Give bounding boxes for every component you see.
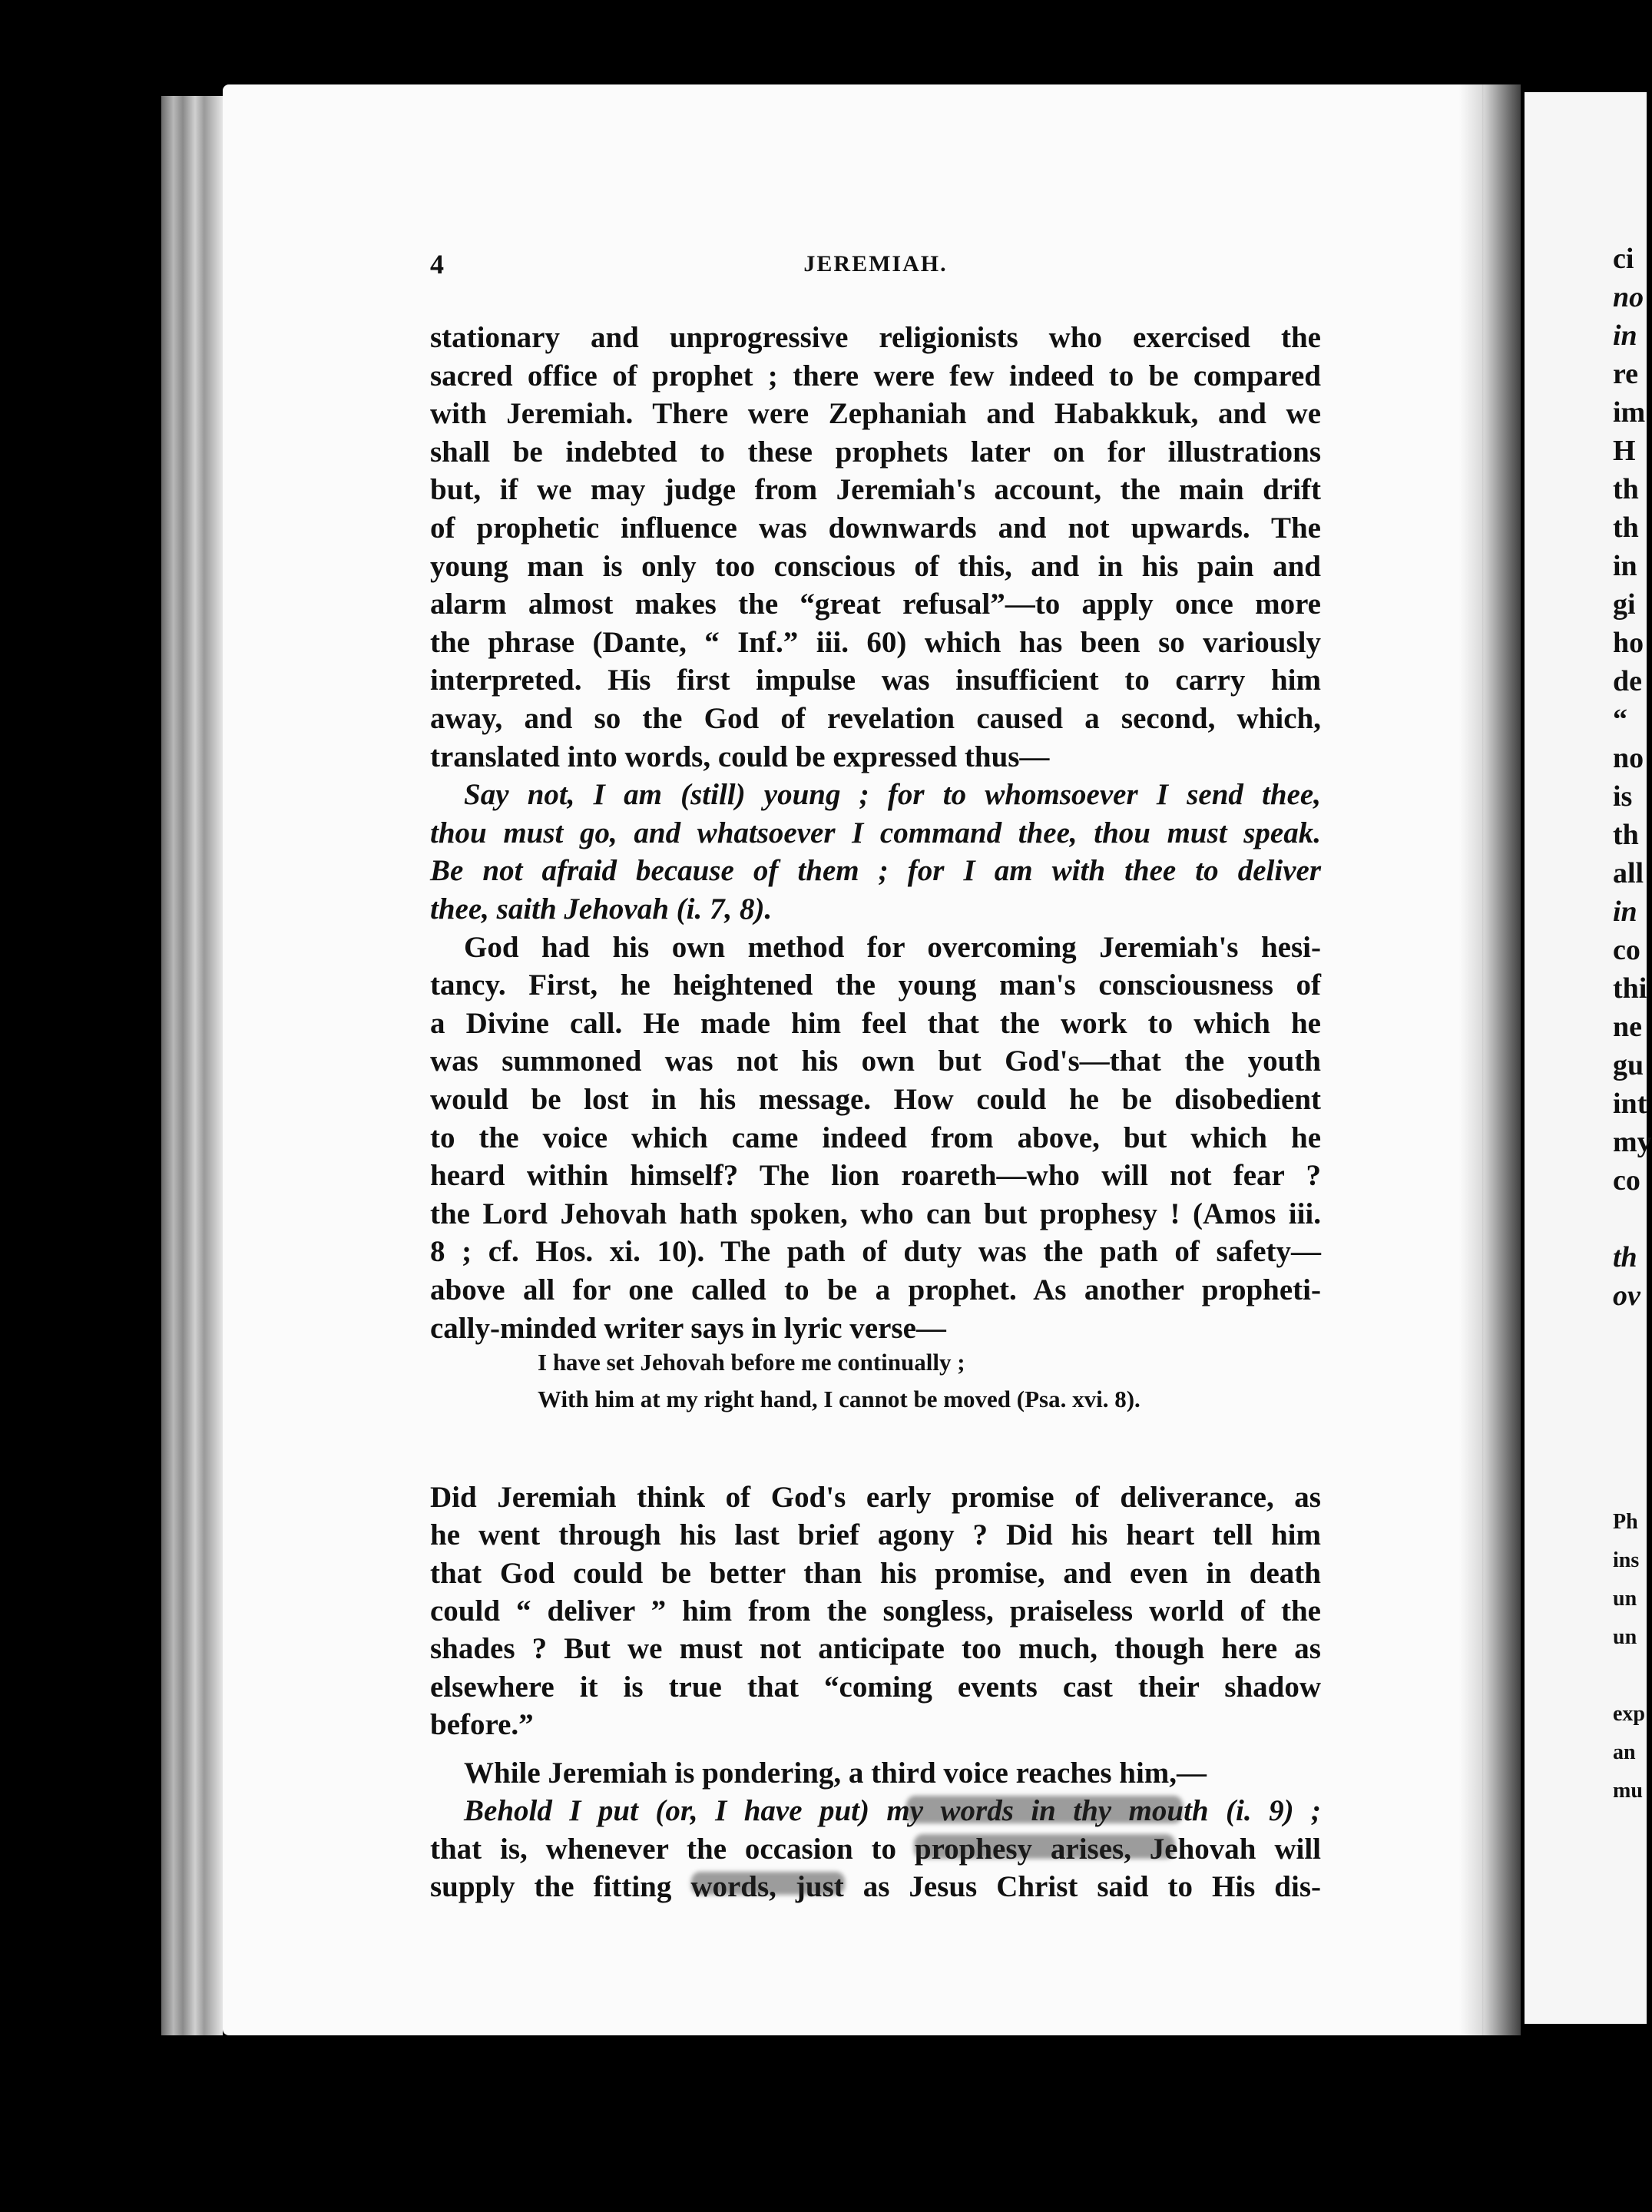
page-header xyxy=(430,251,1321,282)
text-line: with Jeremiah. There were Zephaniah and Habakkuk, and we xyxy=(430,397,1321,430)
gutter-shadow xyxy=(1459,84,1521,2035)
facing-page-fragment: in xyxy=(1613,550,1637,582)
facing-page-fragment: “ xyxy=(1613,704,1627,736)
facing-page-fragment: ne xyxy=(1613,1011,1642,1043)
running-head: JEREMIAH. xyxy=(803,251,948,276)
text-line: Behold I put (or, I have put) my words in thy mouth (i. 9) ; xyxy=(464,1794,1321,1827)
text-line: sacred office of prophet ; there were few indeed to be compared xyxy=(430,359,1321,392)
facing-page-fragment: my xyxy=(1613,1126,1652,1158)
text-line: would be lost in his message. How could he be disobedient xyxy=(430,1083,1321,1116)
facing-page-fragment: an xyxy=(1613,1740,1636,1764)
text-line: could “ deliver ” him from the songless, praiseless world of the xyxy=(430,1594,1321,1628)
text-line: Say not, I am (still) young ; for to whomsoever I send thee, xyxy=(464,778,1321,811)
facing-page-fragment: no xyxy=(1613,742,1644,774)
text-line: stationary and unprogressive religionists who exercised the xyxy=(430,321,1321,354)
facing-page-fragment: Ph xyxy=(1613,1510,1638,1534)
text-line: tancy. First, he heightened the young man's consciousness of xyxy=(430,969,1321,1002)
text-line: but, if we may judge from Jeremiah's account, the main drift xyxy=(430,473,1321,506)
text-line: heard within himself? The lion roareth—who will not fear ? xyxy=(430,1159,1321,1192)
text-line: to the voice which came indeed from above, but which he xyxy=(430,1121,1321,1154)
text-line: a Divine call. He made him feel that the work to which he xyxy=(430,1007,1321,1040)
facing-page xyxy=(1525,92,1652,2024)
text-line: supply the fitting words, just as Jesus Christ said to His dis- xyxy=(430,1870,1321,1903)
facing-page-fragment: co xyxy=(1613,934,1640,966)
ink-smudge xyxy=(914,1834,1175,1859)
text-line: cally-minded writer says in lyric verse— xyxy=(430,1312,946,1345)
text-line: before.” xyxy=(430,1708,534,1741)
text-line: thee, saith Jehovah (i. 7, 8). xyxy=(430,892,773,926)
text-line: 8 ; cf. Hos. xi. 10). The path of duty was the path of safety— xyxy=(430,1235,1321,1268)
facing-page-fragment: in xyxy=(1613,320,1637,352)
text-line: elsewhere it is true that “coming events cast their shadow xyxy=(430,1671,1321,1704)
facing-page-fragment: ci xyxy=(1613,243,1634,275)
facing-page-fragment: mu xyxy=(1613,1779,1643,1803)
facing-page-fragment: all xyxy=(1613,857,1644,889)
facing-page-fragment: th xyxy=(1613,473,1639,505)
facing-page-fragment: no xyxy=(1613,281,1644,313)
facing-page-fragment: is xyxy=(1613,780,1633,813)
facing-page-fragment: thi xyxy=(1613,972,1647,1005)
text-line: that God could be better than his promise, and even in death xyxy=(430,1557,1321,1590)
text-line: away, and so the God of revelation caused a second, which, xyxy=(430,702,1321,735)
facing-page-fragment: th xyxy=(1613,1241,1637,1273)
ink-smudge xyxy=(906,1796,1183,1823)
verse-line: With him at my right hand, I cannot be moved (Psa. xvi. 8). xyxy=(538,1386,1141,1412)
facing-page-fragment: un xyxy=(1613,1587,1637,1611)
facing-page-fragment: de xyxy=(1613,665,1642,697)
facing-page-fragment: ov xyxy=(1613,1280,1640,1312)
text-line: shall be indebted to these prophets later on for illustrations xyxy=(430,435,1321,469)
text-line: interpreted. His first impulse was insufficient to carry him xyxy=(430,664,1321,697)
facing-page-fragment: ho xyxy=(1613,627,1644,659)
facing-page-fragment: th xyxy=(1613,512,1639,544)
text-line: he went through his last brief agony ? Did his heart tell him xyxy=(430,1518,1321,1551)
text-line: young man is only too conscious of this, and in his pain and xyxy=(430,550,1321,583)
facing-page-fragment: un xyxy=(1613,1625,1637,1649)
text-line: thou must go, and whatsoever I command thee, thou must speak. xyxy=(430,816,1321,849)
text-line: was summoned was not his own but God's—that the youth xyxy=(430,1045,1321,1078)
text-line: While Jeremiah is pondering, a third voice reaches him,— xyxy=(464,1757,1207,1790)
text-line: Be not afraid because of them ; for I am with thee to deliver xyxy=(430,854,1321,887)
facing-page-fragment: gi xyxy=(1613,588,1636,621)
facing-page-fragment: in xyxy=(1613,896,1637,928)
facing-page-fragment: int xyxy=(1613,1088,1647,1120)
book-page-edge xyxy=(161,96,223,2035)
text-line: the Lord Jehovah hath spoken, who can but prophesy ! (Amos iii. xyxy=(430,1197,1321,1230)
text-line: translated into words, could be expressed thus— xyxy=(430,740,1050,773)
facing-page-fragment: co xyxy=(1613,1164,1640,1197)
facing-page-fragment: im xyxy=(1613,396,1646,429)
facing-page-fragment: ins xyxy=(1613,1548,1640,1572)
facing-page-fragment: th xyxy=(1613,819,1639,851)
facing-page-fragment: H xyxy=(1613,435,1636,467)
facing-page-fragment: gu xyxy=(1613,1049,1644,1081)
text-line: shades ? But we must not anticipate too much, though here as xyxy=(430,1632,1321,1665)
text-line: that is, whenever the occasion to prophesy arises, Jehovah will xyxy=(430,1833,1321,1866)
facing-page-fragment: exp xyxy=(1613,1702,1645,1726)
text-line: God had his own method for overcoming Jeremiah's hesi- xyxy=(464,931,1321,964)
text-line: of prophetic influence was downwards and not upwards. The xyxy=(430,512,1321,545)
verse-line: I have set Jehovah before me continually ; xyxy=(538,1349,965,1376)
ink-smudge xyxy=(691,1872,845,1895)
text-line: Did Jeremiah think of God's early promise of deliverance, as xyxy=(430,1481,1321,1514)
text-line: the phrase (Dante, “ Inf.” iii. 60) which has been so variously xyxy=(430,626,1321,659)
text-line: alarm almost makes the “great refusal”—to apply once more xyxy=(430,588,1321,621)
page-number: 4 xyxy=(430,249,445,280)
text-line: above all for one called to be a prophet. As another propheti- xyxy=(430,1273,1321,1306)
facing-page-fragment: re xyxy=(1613,358,1639,390)
